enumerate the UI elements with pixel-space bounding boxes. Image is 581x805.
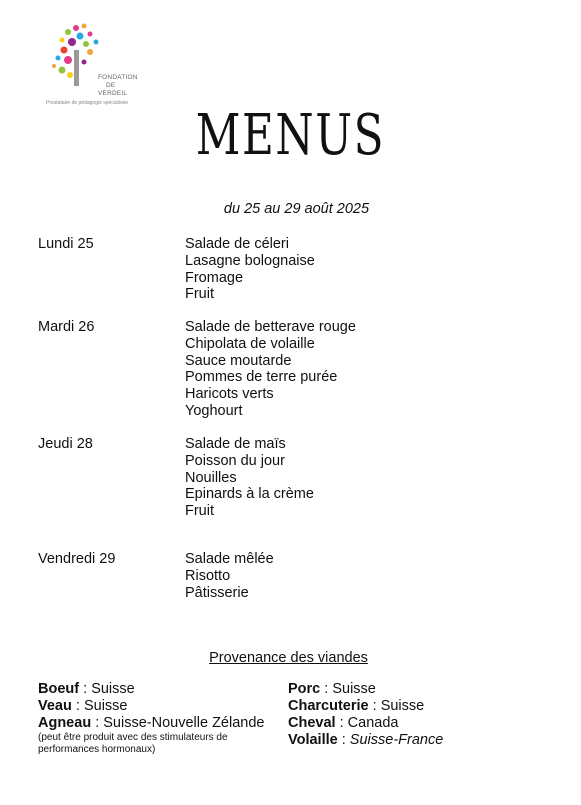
day-label: Lundi 25 (38, 236, 94, 252)
logo-name: FONDATION DE VERDEIL (98, 74, 138, 97)
hormone-note: (peut être produit avec des stimulateurs de performances hormonaux) (38, 732, 228, 755)
dish-item: Fromage (185, 269, 244, 286)
menu-dates: du 25 au 29 août 2025 (223, 201, 370, 217)
dish-item: Salade de maïs (185, 436, 286, 452)
dish-item: Salade de céleri (185, 236, 289, 252)
dish-item: Epinards à la crème (185, 486, 314, 503)
dish-item: Poisson du jour (185, 452, 285, 469)
dish-item: Chipolata de volaille (185, 335, 315, 352)
logo-subtitle: Prestataire de pédagogie spécialisée (46, 100, 128, 106)
provenance-right-column (288, 681, 443, 749)
day-label: Vendredi 29 (38, 551, 116, 567)
day-dishes (185, 319, 356, 420)
day-label: Jeudi 28 (38, 436, 93, 452)
meat-origin-row: Veau : Suisse (38, 698, 128, 714)
dish-item: Nouilles (185, 469, 237, 486)
meat-origin-row: Boeuf : Suisse (38, 681, 135, 697)
provenance-title: Provenance des viandes (209, 650, 368, 666)
meat-origin-row: Volaille : Suisse-France (288, 732, 444, 748)
dish-item: Haricots verts (185, 386, 274, 403)
meat-origin-row: Cheval : Canada (288, 715, 399, 731)
meat-origin-row: Charcuterie : Suisse (288, 698, 425, 714)
dish-item: Salade de betterave rouge (185, 319, 356, 335)
dish-item: Yoghourt (185, 402, 243, 419)
page-title: MENUS (195, 103, 386, 168)
provenance-left-column (38, 681, 264, 756)
dish-item: Pâtisserie (185, 584, 249, 601)
dish-item: Fruit (185, 286, 214, 303)
meat-origin-row: Agneau : Suisse-Nouvelle Zélande (38, 715, 265, 731)
dish-item: Salade mêlée (185, 551, 274, 567)
day-dishes (185, 551, 274, 601)
dish-item: Risotto (185, 567, 231, 584)
day-label: Mardi 26 (38, 319, 95, 335)
meat-origin-row: Porc : Suisse (288, 681, 376, 697)
dish-item: Fruit (185, 503, 214, 520)
day-dishes (185, 236, 315, 303)
logo (40, 20, 140, 110)
day-dishes (185, 436, 314, 520)
dish-item: Sauce moutarde (185, 352, 292, 369)
dish-item: Pommes de terre purée (185, 369, 338, 386)
dish-item: Lasagne bolognaise (185, 252, 315, 269)
